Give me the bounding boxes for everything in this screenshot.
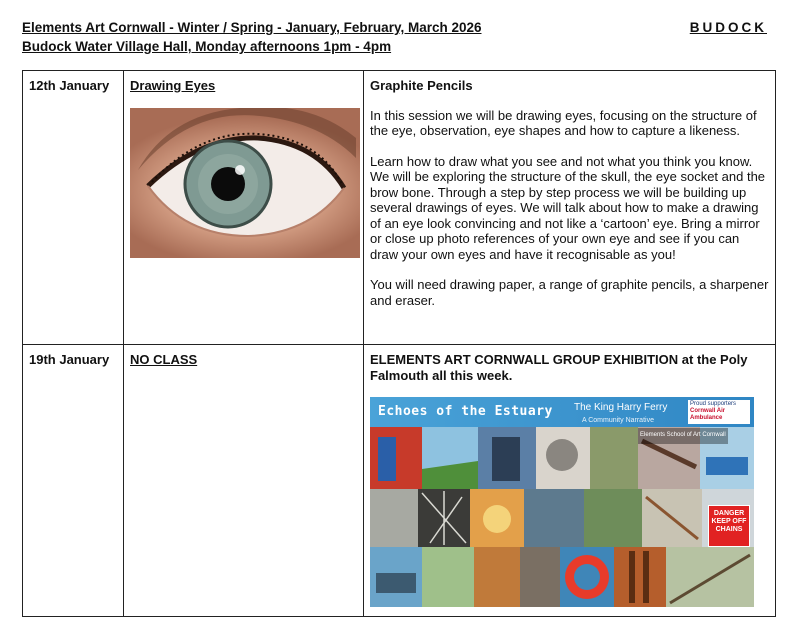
header-title: Elements Art Cornwall - Winter / Spring - January, February, March 2026 — [22, 20, 482, 35]
poster-title: Echoes of the Estuary — [378, 404, 553, 419]
sign-line: KEEP OFF — [711, 518, 747, 525]
date-cell — [23, 345, 124, 617]
title-cell — [124, 71, 364, 345]
poster-subtitle: The King Harry Ferry — [574, 402, 668, 413]
session-paragraph: Learn how to draw what you see and not what you think you know. We will be exploring the structure of the skull, the eye socket and the brow bone. Through a step by step process we will be building up several drawings of eyes. We will talk about how to make a drawing of an eye look convincing and not like a ‘cartoon’ eye. Bring a mirror or close up photo references of your own eye and see if you can draw your own eyes and have it recognisable as you! — [370, 153, 766, 262]
description-cell — [364, 345, 776, 617]
session-paragraph: In this session we will be drawing eyes, focusing on the structure of the eye, observation, eye shapes and how to capture a likeness. — [370, 107, 757, 138]
table-row — [23, 71, 776, 345]
poster-collage — [370, 427, 754, 607]
description-cell — [364, 71, 776, 345]
schedule-table — [22, 70, 776, 617]
page-header — [22, 18, 767, 56]
session-heading: Graphite Pencils — [370, 78, 473, 93]
session-date: 19th January — [29, 352, 110, 367]
poster-badge — [688, 400, 750, 424]
session-date: 12th January — [29, 78, 110, 93]
eye-photo — [130, 108, 360, 258]
header-location-tag: BUDOCK — [689, 20, 767, 35]
sign-line: DANGER — [713, 510, 745, 517]
sign-line: CHAINS — [715, 526, 743, 533]
session-heading: ELEMENTS ART CORNWALL GROUP EXHIBITION at the Poly Falmouth all this week. — [370, 352, 748, 383]
title-cell — [124, 345, 364, 617]
session-title: NO CLASS — [130, 352, 198, 367]
poster-school: Elements School of Art Cornwall — [638, 428, 728, 444]
header-venue-time: Budock Water Village Hall, Monday afternoons 1pm - 4pm — [22, 39, 392, 54]
date-cell — [23, 71, 124, 345]
session-paragraph: You will need drawing paper, a range of graphite pencils, a sharpener and eraser. — [370, 277, 769, 308]
table-row — [23, 345, 776, 617]
badge-org: Cornwall Air Ambulance — [690, 408, 726, 421]
poster-tagline: A Community Narrative — [582, 417, 654, 424]
exhibition-poster — [370, 397, 754, 607]
danger-sign — [708, 505, 750, 547]
session-title: Drawing Eyes — [130, 78, 216, 93]
badge-pre: Proud supporters — [690, 401, 737, 407]
